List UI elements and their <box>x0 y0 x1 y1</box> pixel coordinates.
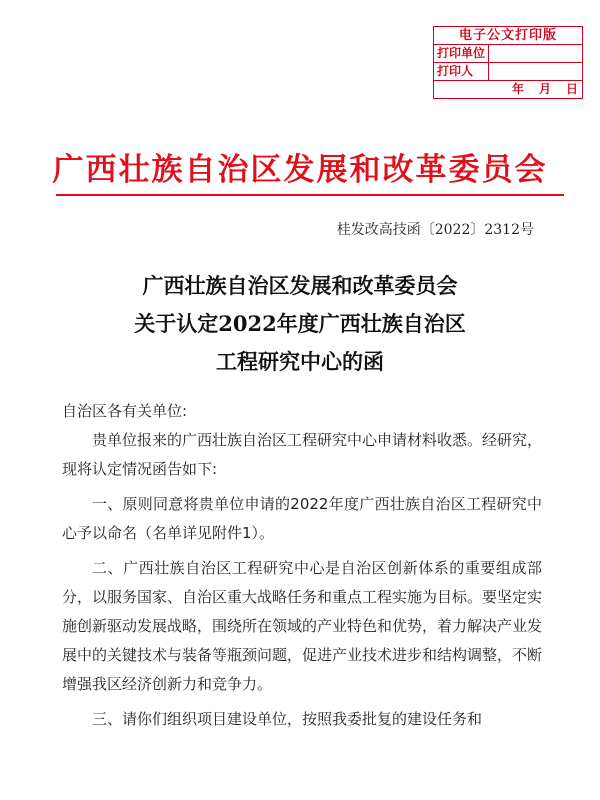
stamp-title: 电子公文打印版 <box>434 27 583 45</box>
stamp-date <box>434 81 583 99</box>
print-stamp <box>433 26 583 99</box>
stamp-printer-value <box>489 63 583 81</box>
document-number: 桂发改高技函〔2022〕2312号 <box>336 222 534 238</box>
stamp-year: 年 <box>511 82 525 96</box>
paragraph-1: 贵单位报来的广西壮族自治区工程研究中心申请材料收悉。经研究，现将认定情况函告如下: <box>62 431 543 478</box>
paragraph-4: 三、请你们组织项目建设单位，按照我委批复的建设任务和 <box>92 710 483 728</box>
paragraph-2: 一、原则同意将贵单位申请的2022年度广西壮族自治区工程研究中心予以命名（名单详见附件1）。 <box>62 495 542 542</box>
document-body <box>62 397 542 740</box>
letterhead: 广西壮族自治区发展和改革委员会 <box>52 152 548 188</box>
document-title <box>0 267 600 381</box>
stamp-print-unit-label: 打印单位 <box>434 45 489 63</box>
salutation: 自治区各有关单位: <box>62 402 188 420</box>
title-line-3: 工程研究中心的函 <box>216 349 384 374</box>
title-line-1: 广西壮族自治区发展和改革委员会 <box>142 273 458 298</box>
red-divider <box>56 194 564 196</box>
stamp-day: 日 <box>565 82 579 96</box>
title-line-2: 关于认定2022年度广西壮族自治区 <box>134 311 466 336</box>
stamp-print-unit-value <box>489 45 583 63</box>
stamp-month: 月 <box>538 82 552 96</box>
stamp-printer-label: 打印人 <box>434 63 489 81</box>
paragraph-3: 二、广西壮族自治区工程研究中心是自治区创新体系的重要组成部分，以服务国家、自治区重大战略任务和重点工程实施为目标。要坚定实施创新驱动发展战略，围绕所在领域的产业特色和优势，着力解决产业发展中的关键技术与装备等瓶颈问题，促进产业技术进步和结构调整，不断增强我区经济创新力和竞争力。 <box>62 559 543 693</box>
